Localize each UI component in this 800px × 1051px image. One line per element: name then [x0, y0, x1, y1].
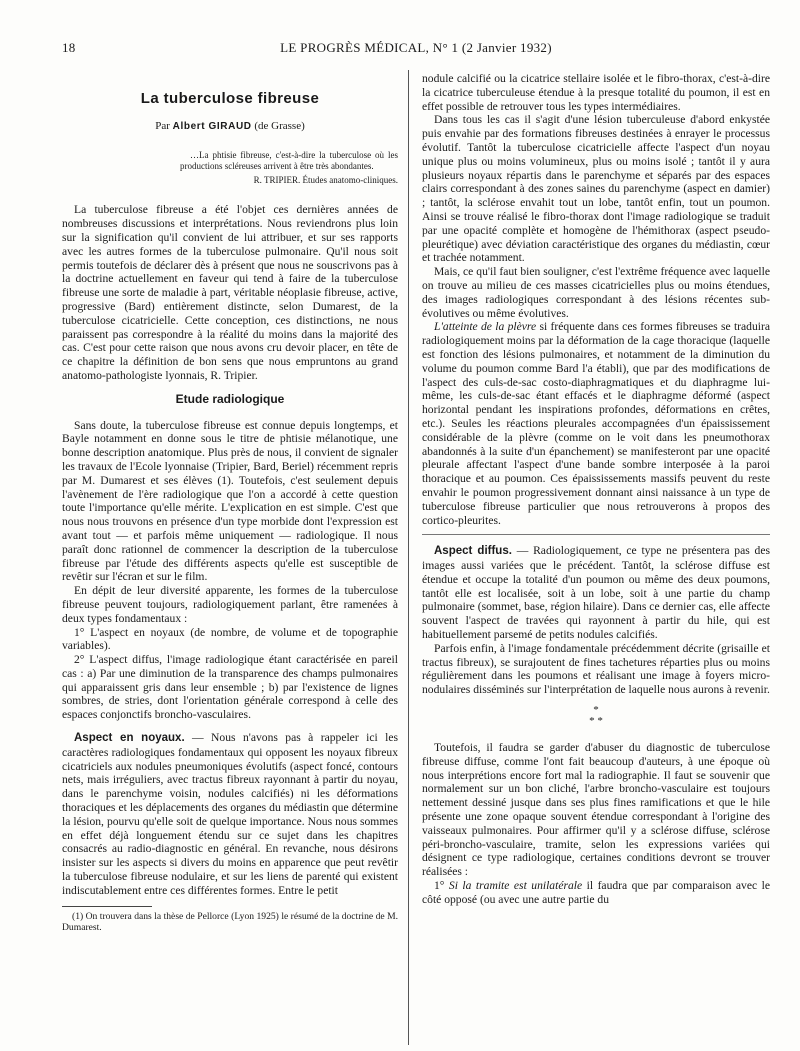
condition-prefix: 1° [434, 879, 449, 893]
author-name: Albert GIRAUD [172, 120, 252, 132]
byline [62, 120, 398, 134]
asterism-top: * [593, 704, 599, 717]
author-affiliation: (de Grasse) [254, 119, 305, 132]
diffus-text: — Radiologiquement, ce type ne présentera pas des images aussi variées que le précédent. Tantôt, la sclérose diffuse est étendue et occupe la totalité d'un poumon ou même des deux poumons, tantôt elle est localisée, soit à un lobe, soit à une partie du champ pulmonaire (sommet, base, région hilaire). Dans ce dernier cas, elle affecte souvent l'aspect de travées qui rayonnent à partir du hile, qui est habituellement parsemé de petits nodules calcifiés. [422, 544, 770, 642]
condition-lead: Si la tramite est unilatérale [448, 879, 583, 893]
right-paragraph-3: Mais, ce qu'il faut bien souligner, c'est l'extrême fréquence avec laquelle on trouve au milieu de ces masses cicatricielles plus ou moins étendues, des images radiologiques correspondant à des lésions récentes sub-évolutives ou même évolutives. [422, 265, 770, 320]
right-paragraph-2: Dans tous les cas il s'agit d'une lésion tuberculeuse d'abord enkystée puis envahie par des formations fibreuses destinées à enrayer le processus évolutif. Tantôt la tuberculose cicatricielle affecte l'aspect d'un noyau unique plus ou moins volumineux, plus ou moins isolé ; tantôt il y aura plusieurs noyaux répartis dans le parenchyme et séparés par des espaces clairs correspondant à des zones saines du parenchyme (aspect en damier) ; tantôt, la sclérose envahit tout un lobe, tantôt enfin, tout un poumon. Ainsi se trouve réalisé le fibro-thorax dont l'image radiologique se traduit par une opacité complète et homogène de l'hémithorax (aspect pseudo-pleurétique) avec déviation caractéristique des organes du médiastin, cœur et trachée notamment. [422, 113, 770, 265]
footnote: (1) On trouvera dans la thèse de Pellorce (Lyon 1925) le résumé de la doctrine de M. Dumarest. [62, 910, 398, 933]
intro-paragraph: La tuberculose fibreuse a été l'objet ces dernières années de nombreuses discussions et interprétations. Nous reviendrons plus loin sur la signification qu'il convient de lui attribuer, et sur ses rapports avec les autres formes de la tuberculose pulmonaire. Qu'il nous soit permis toutefois de déclarer dès à présent que nous ne souscrivons pas à la doctrine actuellement en faveur qui tend à faire de la tuberculose fibreuse une sorte de maladie à part, véritable néoplasie fibreuse, active, progressive (Bard) entièrement distincte, selon Dumarest, de la tuberculose cicatricielle. Cette conception, ces distinctions, ne nous paraissent pas correspondre à la réalité du moins dans la majorité des cas. C'est pour cette raison que nous avons cru devoir placer, en tête de ce chapitre la définition de bon sens que nous empruntons au grand anatomo-pathologiste lyonnais, R. Tripier. [62, 203, 398, 382]
diffus-paragraph [422, 544, 770, 642]
plevre-text: si fréquente dans ces formes fibreuses se traduira radiologiquement moins par la déformation de la cage thoracique (laquelle est fonction des lésions pulmonaires, et notamment de la diminution du volume du poumon comme Bard l'a établi), que par des modifications de l'aspect des culs-de-sac costo-diaphragmatiques et du diaphragme lui-même, les culs-de-sac étant effacés et le diaphragme déformé (aspect horizontal pendant les inspirations profondes, déformations en crêtes, etc.). Seules les réactions pleurales accompagnées d'un épaississement considérable de la plèvre (comme on le voit dans les pneumothorax abandonnés à la suite d'un épanchement) se manifesteront par une opacité pleurale affectant l'aspect d'une bande sombre interposée à la paroi thoracique et au poumon. Ces épaississements massifs peuvent du reste envahir le poumon progressivement donnant ainsi naissance à un type de tuberculose fibreuse particulier que nous retrouverons à propos des cortico-pleurites. [422, 320, 771, 527]
asterism [422, 705, 770, 727]
column-rule [408, 70, 409, 1045]
noyaux-text: — Nous n'avons pas à rappeler ici les caractères radiologiques fondamentaux qui opposent les noyaux fibreux cicatriciels aux nodules pneumoniques évolutifs (aspect foncé, contours nets, mais irréguliers, avec tractus fibreux rayonnant à partir du noyau, dans le parenchyme voisin, nodules calcifiés) ni les déformations thoraciques et les déplacements des organes du médiastin que détermine la lésion, pourvu qu'elle soit de quelque importance. Nous nous sommes en effet déjà longuement étendu sur ce sujet dans les chapitres consacrés au radio-diagnostic en général. En revanche, nous désirons insister sur les aspects si divers du moins en apparence que peut revêtir la tuberculose fibreuse nodulaire, et sur les liens de parenté qui existent indiscutablement entre ces différentes formes. Entre le petit [62, 731, 398, 897]
journal-title: LE PROGRÈS MÉDICAL, N° 1 (2 Janvier 1932) [280, 40, 552, 55]
asterism-bottom: * * [589, 715, 603, 728]
type-2-item: 2° L'aspect diffus, l'image radiologique étant caractérisée en pareil cas : a) Par une diminution de la transparence des champs pulmonaires qui apparaissent gris dans leur ensemble ; b) par l'existence de lignes sombres, de stries, dont l'orientation générale correspond à celle des espaces conjonctifs broncho-vasculaires. [62, 653, 398, 722]
article-title: La tuberculose fibreuse [140, 90, 320, 107]
right-column [422, 72, 770, 1035]
right-paragraph-6: Toutefois, il faudra se garder d'abuser du diagnostic de tuberculose fibreuse diffuse, comme l'ont fait beaucoup d'auteurs, à une époque où nous interprétions encore fort mal la radiographie. Il faut se souvenir que normalement sur un bon cliché, l'arbre broncho-vasculaire est toujours nettement dessiné jusque dans ses plus fines ramifications et que le hile présente une zone opaque souvent étendue correspondant à l'origine des vaisseaux pulmonaires. Pour affirmer qu'il y a sclérose diffuse, sclérose péri-broncho-vasculaire, tramite, selon les expressions variées qui désignent ce type radiologique, certaines conditions devront se trouver réalisées : [422, 741, 770, 879]
condition-paragraph [422, 879, 770, 907]
right-paragraph-5: Parfois enfin, à l'image fondamentale précédemment décrite (grisaille et tractus fibreux), se surajoutent de fines tachetures réparties plus ou moins régulièrement dans les poumons et réalisant une image à foyers micro-nodulaires disséminés sur l'interprétation de laquelle nous aurons à revenir. [422, 641, 770, 697]
running-header [62, 40, 770, 62]
condition-text: il faudra que par comparaison avec le côté opposé (ou avec une autre partie du [422, 879, 770, 906]
noyaux-paragraph [62, 731, 398, 898]
radio-paragraph-1: Sans doute, la tuberculose fibreuse est connue depuis longtemps, et Bayle notamment en donne sous le titre de phtisie mélanotique, une bonne description anatomique. Plus près de nous, il convient de signaler les travaux de l'Ecole lyonnaise (Tripier, Bard, Beriel) récemment repris par M. Dumarest et ses élèves (1). Toutefois, c'est seulement depuis l'avènement de l'ère radiologique que l'on a accordé à cette question toute l'importance qu'elle mérite. L'explication en est simple. C'est que nous nous trouvons en présence d'un type morbide dont l'expression est avant tout — et parfois même uniquement — radiologique. Il nous paraît donc rationnel de commencer la description de la tuberculose fibreuse par l'étude des différents aspects qu'elle est susceptible de revêtir sur l'écran et sur le film. [62, 418, 398, 584]
page-number: 18 [62, 40, 76, 55]
right-paragraph-1: nodule calcifié ou la cicatrice stellaire isolée et le fibro-thorax, c'est-à-dire la cicatrice tuberculeuse étendue à la presque totalité du poumon, il est en effet possible de retrouver tous les types intermédiaires. [422, 72, 770, 113]
section-heading: Etude radiologique [175, 391, 285, 406]
plevre-lead: L'atteinte de la plèvre [434, 320, 537, 334]
section-separator [422, 534, 770, 535]
radio-paragraph-2: En dépit de leur diversité apparente, les formes de la tuberculose fibreuse peuvent toujours, radiologiquement parlant, être ramenées à deux types fondamentaux : [62, 584, 398, 625]
epigraph: …La phtisie fibreuse, c'est-à-dire la tuberculose où les productions scléreuses arrivent à être très abondantes. [180, 149, 398, 171]
noyaux-heading: Aspect en noyaux. [74, 732, 185, 745]
plevre-paragraph [422, 320, 770, 527]
byline-prefix: Par [155, 119, 170, 132]
footnote-rule [62, 906, 152, 907]
diffus-heading: Aspect diffus. [434, 545, 512, 558]
epigraph-source: R. TRIPIER. Études anatomo-cliniques. [253, 174, 398, 185]
left-column [62, 72, 398, 1035]
type-1-item: 1° L'aspect en noyaux (de nombre, de volume et de topographie variables). [62, 625, 398, 653]
